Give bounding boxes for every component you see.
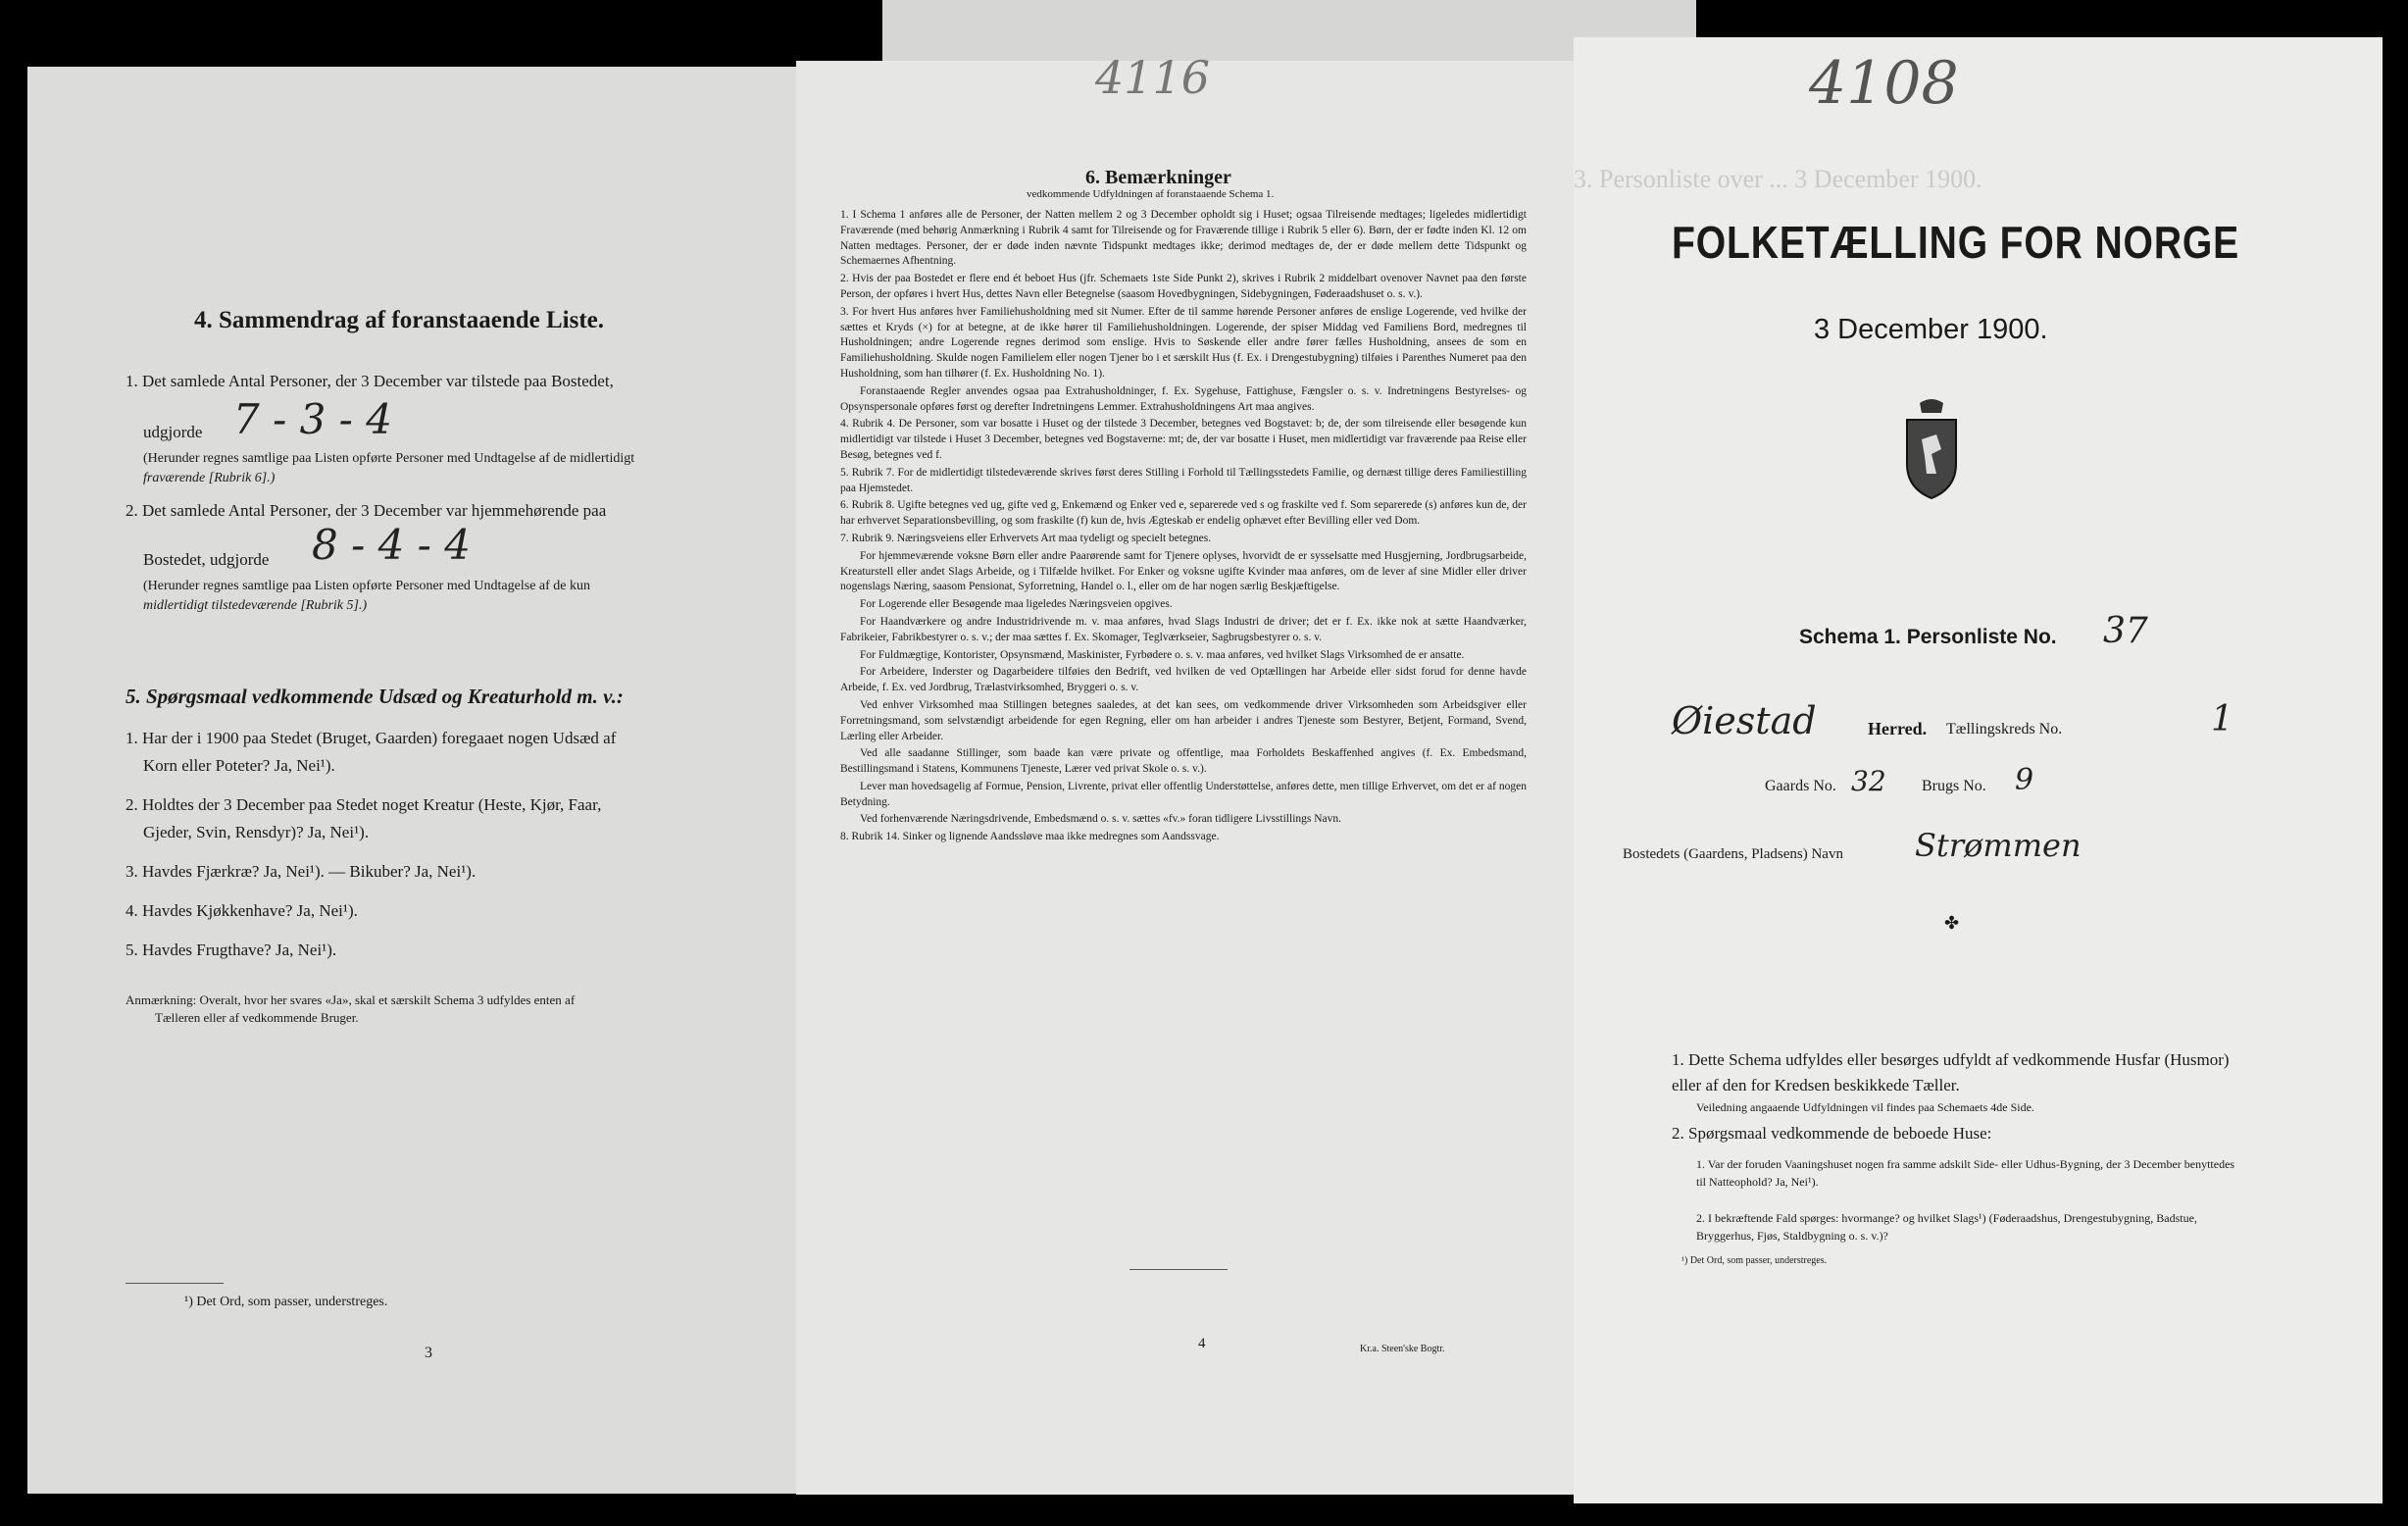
question-1-answer: Korn eller Poteter? Ja, Nei¹). bbox=[143, 756, 335, 775]
page-number: 4 bbox=[1198, 1336, 1206, 1351]
summary-item-2: 2. Det samlede Antal Personer, der 3 December var hjemmehørende paa bbox=[125, 501, 607, 520]
summary-item-1-prefix: udgjorde bbox=[143, 423, 203, 441]
summary-item-1-note: (Herunder regnes samtlige paa Listen opførte Personer med Undtagelse af de midlertidigt bbox=[143, 451, 635, 466]
archive-stamp: 4116 bbox=[1095, 51, 1211, 104]
remarks-subtitle: vedkommende Udfyldningen af foranstaaende Schema 1. bbox=[1027, 188, 1275, 200]
residence-name-handwritten: Strømmen bbox=[1915, 827, 2082, 864]
remark-paragraph: For Haandværkere og andre Industridrivende m. v. maa anføres, hvad Slags Industri de driver; det er f. Ex. ikke nok at sætte Haandværker, Fabrikeier, Fabrikbestyrer o. s. v.; der maa sættes f. Ex. Skomager, Teglværkseier, Sagbrugsbestyrer o. s. v. bbox=[840, 615, 1527, 643]
district-label: Tællingskreds No. bbox=[1946, 721, 2063, 738]
ornament-icon: ✤ bbox=[1944, 913, 1960, 933]
footnote: ¹) Det Ord, som passer, understreges. bbox=[184, 1295, 388, 1309]
remark-paragraph: For hjemmeværende voksne Børn eller andre Paarørende samt for Tjenere oplyses, hvorvidt de er sysselsatte med Husgjerning, Jordbrugsarbeide, Kreaturstell eller andet Slags Arbeide, og i Tilfælde hvilket. For Enker og voksne ugifte Kvinder maa anføres, om de lever af sine Midler eller driver nogenslags Næring, saasom Pensionat, Syforretning, Handel o. l., eller om de har nogen særlig Beskjæftigelse. bbox=[840, 549, 1527, 593]
farm-number-label: Gaards No. bbox=[1765, 778, 1836, 794]
holding-number-handwritten: 9 bbox=[2015, 763, 2034, 797]
instruction-2: 2. Spørgsmaal vedkommende de beboede Huse: bbox=[1672, 1124, 1992, 1143]
coat-of-arms-icon bbox=[1892, 395, 1971, 503]
right-page bbox=[1574, 37, 2383, 1503]
handwritten-resident-count: 8 - 4 - 4 bbox=[312, 521, 471, 569]
remark-paragraph: 8. Rubrik 14. Sinker og lignende Aandssløve maa ikke medregnes som Aandssvage. bbox=[840, 831, 1220, 843]
summary-item-2-note-2: midlertidigt tilstedeværende [Rubrik 5].) bbox=[143, 598, 368, 613]
herred-handwritten: Øiestad bbox=[1672, 699, 1817, 742]
archive-stamp: 4108 bbox=[1809, 49, 1959, 118]
remark-paragraph: 5. Rubrik 7. For de midlertidigt tilstedeværende skrives først deres Stilling i Forhold til Tællingsstedets Familie, og dernæst tillige deres Familiestilling paa Hjemstedet. bbox=[840, 466, 1527, 494]
crops-livestock-title: 5. Spørgsmaal vedkommende Udsæd og Kreaturhold m. v.: bbox=[125, 685, 624, 708]
remarks-title: 6. Bemærkninger bbox=[1085, 167, 1231, 188]
middle-page bbox=[796, 51, 1584, 1495]
instruction-1: 1. Dette Schema udfyldes eller besørges udfyldt af vedkommende Husfar (Husmor) eller af den for Kredsen beskikkede Tæller. bbox=[1672, 1050, 2230, 1094]
remark-paragraph: For Logerende eller Besøgende maa ligeledes Næringsveien opgives. bbox=[860, 598, 1173, 611]
footnote-rule bbox=[125, 1283, 224, 1284]
handwritten-present-count: 7 - 3 - 4 bbox=[233, 395, 392, 443]
separator-rule bbox=[1129, 1269, 1228, 1270]
list-number-handwritten: 37 bbox=[2103, 611, 2148, 651]
remark-paragraph: For Arbeidere, Inderster og Dagarbeidere tilføies den Bedrift, ved hvilken de ved Optællingen har Arbeide eller sidst forud for denne havde Arbeide, f. Ex. ved Jordbrug, Trælastvirksomhed, Bryggeri o. s. v. bbox=[840, 666, 1527, 694]
printer-credit: Kr.a. Steen'ske Bogtr. bbox=[1360, 1344, 1445, 1354]
schema-label: Schema 1. Personliste No. bbox=[1799, 626, 2057, 648]
remark-paragraph: Ved forhenværende Næringsdrivende, Embedsmænd o. s. v. sættes «fv.» foran tidligere Livsstillings Navn. bbox=[860, 813, 1342, 826]
remark-paragraph: 2. Hvis der paa Bostedet er flere end ét beboet Hus (jfr. Schemaets 1ste Side Punkt 2), skrives i Rubrik 2 middelbart ovenover Navnet paa den første Person, der opføres i hvert Hus, dettes Navn eller Betegnelse (saasom Hovedbygningen, Sidebygningen, Føderaadshuset o. s. v.). bbox=[840, 273, 1527, 300]
remark-paragraph: 3. For hvert Hus anføres hver Familiehusholdning med sit Numer. Efter de til samme hørende Personer anføres de enslige Logerende, ved hvilke der sættes et Kryds (×) for at betegne, at de ikke hører til Familiehusholdningen. Logerende, der spiser Middag ved Familiens Bord, medregnes til Husholdningen; andre Logerende regnes derimod som enslige. Hvis to Søskende eller andre fører fælles Husholdning, ansees de som en Familiehusholdning. Skulde nogen Familielem eller nogen Tjener bo i et særskilt Hus (f. Ex. i Drengestubygning) tilføies i Parenthes Numeret paa den Husholdning, som han tilhører (f. Ex. Husholdning No. 1). bbox=[840, 305, 1527, 380]
holding-number-label: Brugs No. bbox=[1922, 778, 1986, 794]
remark-paragraph: Foranstaaende Regler anvendes ogsaa paa Extrahusholdninger, f. Ex. Sygehuse, Fattighuse, Fængsler o. s. v. Indretningens Bestyrelses- og Opsynspersonale opføres først og derefter Indretningens Lemmer. Extrahusholdningens Art maa angives. bbox=[840, 384, 1527, 413]
question-3: 3. Havdes Fjærkræ? Ja, Nei¹). — Bikuber? Ja, Nei¹). bbox=[125, 862, 477, 881]
remark: Anmærkning: Overalt, hvor her svares «Ja», skal et særskilt Schema 3 udfyldes enten af bbox=[125, 992, 576, 1007]
page-number: 3 bbox=[425, 1345, 432, 1361]
remark-paragraph: 1. I Schema 1 anføres alle de Personer, der Natten mellem 2 og 3 December opholdt sig i Huset; ogsaa Tilreisende medtages; ligeledes midlertidigt Fraværende (med behørig Anmærkning i Rubrik 4 samt for Tilreisende og for Fraværende tillige i Rubrik 5 eller 6). Børn, der er fødte inden Kl. 12 om Natten medtages. Personer, der er døde inden nævnte Tidspunkt medtages ikke; derimod medtages de, der er døde mellem dette Tidspunkt og Schemaernes Afhentning. bbox=[840, 209, 1527, 268]
faded-header: 3. Personliste over ... 3 December 1900. bbox=[1574, 165, 1982, 193]
footnote: ¹) Det Ord, som passer, understreges. bbox=[1681, 1255, 1828, 1266]
question-1: 1. Har der i 1900 paa Stedet (Bruget, Gaarden) foregaaet nogen Udsæd af bbox=[125, 729, 617, 747]
remarks-body bbox=[840, 208, 1527, 847]
remark-paragraph: For Fuldmægtige, Kontorister, Opsynsmænd, Maskinister, Fyrbødere o. s. v. maa anføres, ved hvilket Slags Virksomhed de er ansatte. bbox=[860, 648, 1465, 661]
question-2: 2. Holdtes der 3 December paa Stedet noget Kreatur (Heste, Kjør, Faar, bbox=[125, 795, 602, 814]
farm-number-handwritten: 32 bbox=[1851, 765, 1886, 797]
summary-item-1: 1. Det samlede Antal Personer, der 3 December var tilstede paa Bostedet, bbox=[125, 372, 614, 390]
left-page bbox=[27, 67, 812, 1494]
remark-paragraph: Ved enhver Virksomhed maa Stillingen betegnes saaledes, at det kan sees, om vedkommende driver Virksomheden som Arbeidsgiver eller Forretningsmand, som selvstændigt arbeidende for egen Regning, eller om han arbeider i andres Tjeneste som Bestyrer, Betjent, Formand, Svend, Lærling eller Arbeider. bbox=[840, 698, 1527, 742]
census-date: 3 December 1900. bbox=[1814, 314, 2048, 345]
question-5: 5. Havdes Frugthave? Ja, Nei¹). bbox=[125, 941, 337, 959]
herred-label: Herred. bbox=[1868, 719, 1928, 738]
instruction-2-2: 2. I bekræftende Fald spørges: hvormange? og hvilket Slags¹) (Føderaadshus, Drengestubygning, Badstue, Bryggerhus, Fjøs, Staldbygning o. s. v.)? bbox=[1696, 1211, 2197, 1243]
instruction-1-note: Veiledning angaaende Udfyldningen vil findes paa Schemaets 4de Side. bbox=[1696, 1100, 2034, 1114]
summary-item-2-note: (Herunder regnes samtlige paa Listen opførte Personer med Undtagelse af de kun bbox=[143, 579, 591, 593]
question-4: 4. Havdes Kjøkkenhave? Ja, Nei¹). bbox=[125, 901, 358, 920]
remark-2: Tælleren eller af vedkommende Bruger. bbox=[155, 1010, 359, 1025]
summary-item-2-prefix: Bostedet, udgjorde bbox=[143, 550, 270, 569]
summary-item-1-note-2: fraværende [Rubrik 6].) bbox=[143, 471, 276, 485]
remark-paragraph: Lever man hovedsagelig af Formue, Pension, Livrente, privat eller offentlig Understøttelse, anføres dette, men tillige Erhvervet, om det er af nogen Betydning. bbox=[840, 780, 1527, 808]
remark-paragraph: 4. Rubrik 4. De Personer, som var bosatte i Huset og der tilstede 3 December, betegnes ved Bogstavet: b; de, der som tilreisende eller besøgende kun midlertidigt var tilstede i Huset 3 December, betegnes ved Bogstaverne: mt; de, der var bosatte i Huset, men midlertidigt var fraværende paa Reise eller Besøg, betegnes ved f. bbox=[840, 418, 1527, 461]
instruction-2-1: 1. Var der foruden Vaaningshuset nogen fra samme adskilt Side- eller Udhus-Bygning, der 3 December benyttedes til Natteophold? Ja, Nei¹). bbox=[1696, 1157, 2235, 1189]
remark-paragraph: 7. Rubrik 9. Næringsveiens eller Erhvervets Art maa tydeligt og specielt betegnes. bbox=[840, 532, 1212, 544]
residence-name-label: Bostedets (Gaardens, Pladsens) Navn bbox=[1623, 846, 1843, 862]
summary-title: 4. Sammendrag af foranstaaende Liste. bbox=[194, 307, 605, 333]
remark-paragraph: Ved alle saadanne Stillinger, som baade kan være private og offentlige, maa Forholdets Beskaffenhed angives (f. Ex. Embedsmand, Bestillingsmand i Statens, Kommunens Tjeneste, Lærer ved privat Skole o. s. v.). bbox=[840, 747, 1527, 776]
question-2-answer: Gjeder, Svin, Rensdyr)? Ja, Nei¹). bbox=[143, 823, 370, 841]
census-title: FOLKETÆLLING FOR NORGE bbox=[1672, 217, 2240, 268]
district-handwritten: 1 bbox=[2211, 699, 2233, 739]
remark-paragraph: 6. Rubrik 8. Ugifte betegnes ved ug, gifte ved g, Enkemænd og Enker ved e, separerede ved s og fraskilte ved f. Som separerede (s) anføres kun de, der har erhvervet Separationsbevilling, og som fraskilte (f) kun de, hvis Ægteskab er endelig ophævet efter Bevilling eller ved Dom. bbox=[840, 499, 1527, 528]
